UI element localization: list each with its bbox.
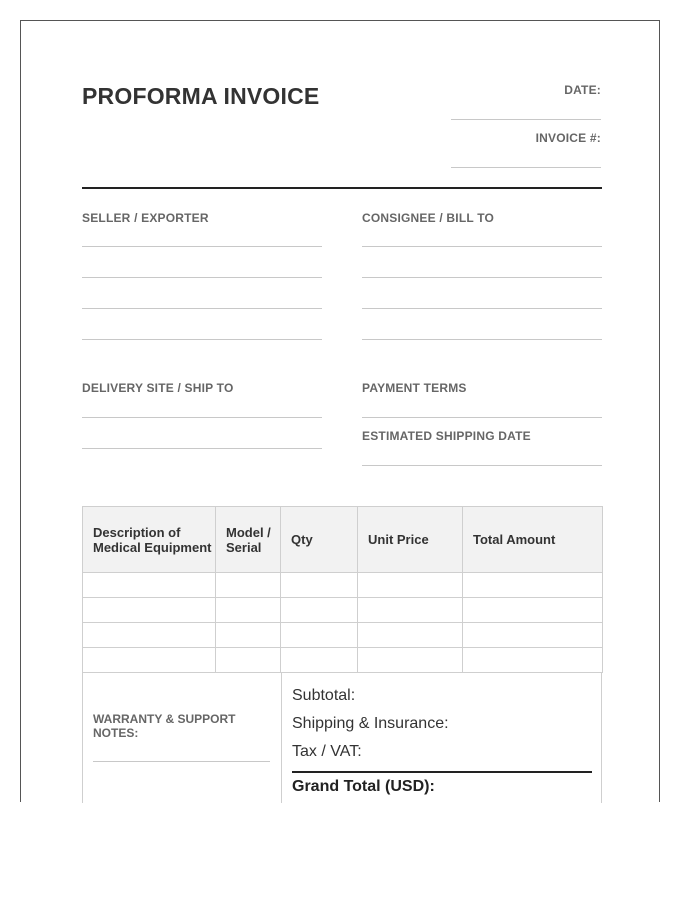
consignee-label: CONSIGNEE / BILL TO bbox=[362, 211, 495, 225]
tax-vat-label: Tax / VAT: bbox=[292, 743, 362, 760]
table-cell[interactable] bbox=[83, 623, 216, 648]
seller-field-line[interactable] bbox=[82, 339, 322, 340]
table-cell[interactable] bbox=[358, 598, 463, 623]
table-cell[interactable] bbox=[83, 598, 216, 623]
table-row bbox=[83, 623, 603, 648]
table-cell[interactable] bbox=[281, 598, 358, 623]
payment-terms-label: PAYMENT TERMS bbox=[362, 381, 467, 395]
table-cell[interactable] bbox=[83, 573, 216, 598]
seller-label: SELLER / EXPORTER bbox=[82, 211, 209, 225]
invoice-number-label: INVOICE #: bbox=[535, 131, 601, 145]
table-cell[interactable] bbox=[216, 648, 281, 673]
totals-divider bbox=[281, 672, 282, 803]
consignee-field-line[interactable] bbox=[362, 277, 602, 278]
consignee-field-line[interactable] bbox=[362, 339, 602, 340]
consignee-field-line[interactable] bbox=[362, 246, 602, 247]
invoice-page bbox=[20, 20, 660, 802]
grand-total-label: Grand Total (USD): bbox=[292, 778, 435, 795]
seller-field-line[interactable] bbox=[82, 308, 322, 309]
page-title: PROFORMA INVOICE bbox=[82, 83, 320, 109]
table-cell[interactable] bbox=[358, 648, 463, 673]
invoice-number-field[interactable] bbox=[451, 167, 601, 168]
grand-total-divider bbox=[292, 771, 592, 773]
table-cell[interactable] bbox=[281, 648, 358, 673]
table-cell[interactable] bbox=[216, 623, 281, 648]
table-cell[interactable] bbox=[358, 573, 463, 598]
column-header-total-amount: Total Amount bbox=[463, 507, 603, 573]
table-cell[interactable] bbox=[281, 623, 358, 648]
seller-field-line[interactable] bbox=[82, 277, 322, 278]
table-header-row bbox=[83, 507, 603, 573]
header-divider bbox=[82, 187, 602, 189]
delivery-site-label: DELIVERY SITE / SHIP TO bbox=[82, 381, 234, 395]
consignee-field-line[interactable] bbox=[362, 308, 602, 309]
items-table bbox=[82, 506, 603, 673]
shipping-insurance-label: Shipping & Insurance: bbox=[292, 715, 449, 732]
seller-field-line[interactable] bbox=[82, 246, 322, 247]
totals-section bbox=[82, 672, 602, 803]
table-row bbox=[83, 598, 603, 623]
table-row bbox=[83, 573, 603, 598]
column-header-unit-price: Unit Price bbox=[358, 507, 463, 573]
table-cell[interactable] bbox=[216, 598, 281, 623]
table-cell[interactable] bbox=[83, 648, 216, 673]
shipping-date-field[interactable] bbox=[362, 465, 602, 466]
column-header-model-serial: Model / Serial bbox=[216, 507, 281, 573]
payment-terms-field[interactable] bbox=[362, 417, 602, 418]
date-label: DATE: bbox=[564, 83, 601, 97]
date-field[interactable] bbox=[451, 119, 601, 120]
column-header-qty: Qty bbox=[281, 507, 358, 573]
warranty-notes-field[interactable] bbox=[93, 761, 270, 762]
delivery-field-line[interactable] bbox=[82, 448, 322, 449]
table-cell[interactable] bbox=[358, 623, 463, 648]
table-cell[interactable] bbox=[216, 573, 281, 598]
table-row bbox=[83, 648, 603, 673]
column-header-description: Description of Medical Equipment bbox=[83, 507, 216, 573]
shipping-date-label: ESTIMATED SHIPPING DATE bbox=[362, 429, 531, 443]
delivery-field-line[interactable] bbox=[82, 417, 322, 418]
table-cell[interactable] bbox=[463, 598, 603, 623]
table-cell[interactable] bbox=[463, 623, 603, 648]
warranty-notes-label: WARRANTY & SUPPORT NOTES: bbox=[93, 712, 236, 740]
table-cell[interactable] bbox=[281, 573, 358, 598]
subtotal-label: Subtotal: bbox=[292, 687, 356, 704]
table-cell[interactable] bbox=[463, 648, 603, 673]
table-cell[interactable] bbox=[463, 573, 603, 598]
